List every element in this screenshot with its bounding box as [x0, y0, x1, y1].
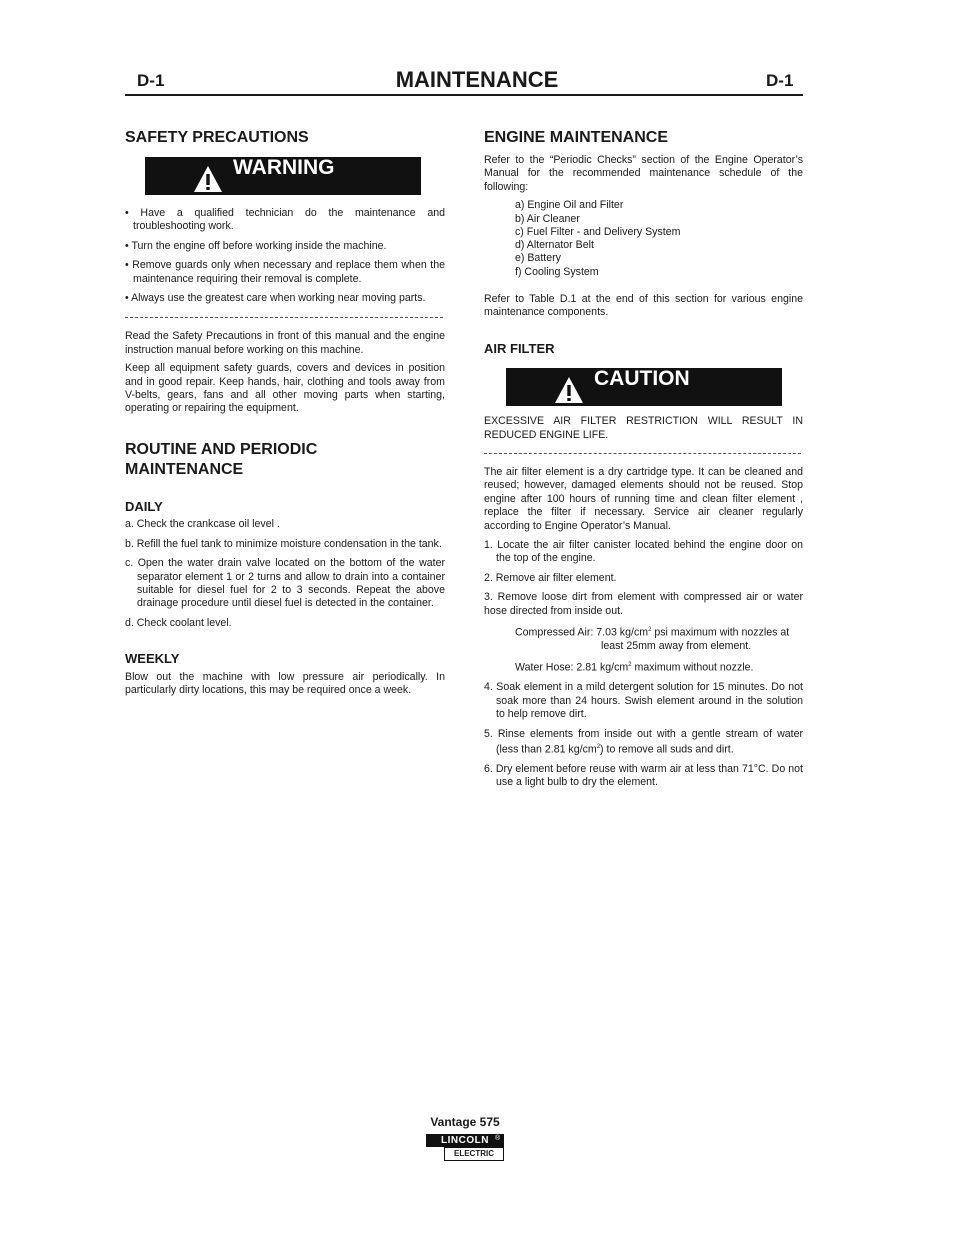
caution-text: EXCESSIVE AIR FILTER RESTRICTION WILL RESULT IN REDUCED ENGINE LIFE. [484, 415, 803, 441]
page-code-right: D-1 [766, 71, 794, 90]
logo-bottom-text: ELECTRIC [444, 1147, 504, 1161]
engine-reference: Refer to Table D.1 at the end of this section for various engine maintenance components. [484, 293, 803, 319]
lincoln-electric-logo [426, 1134, 504, 1160]
left-column [125, 128, 445, 697]
caution-banner [506, 368, 782, 406]
logo-registered-mark: ® [495, 1135, 501, 1142]
compressed-air-text: least 25mm away from element. [601, 640, 752, 653]
compressed-air-text: psi maximum with nozzles at [651, 626, 790, 639]
step-5-text: ) to remove all suds and dirt. [600, 743, 734, 756]
warning-bullet: • Have a qualified technician do the maintenance and troubleshooting work. [125, 207, 445, 233]
routine-heading-line-1: ROUTINE AND PERIODIC [125, 440, 318, 458]
air-filter-step [484, 728, 803, 757]
engine-item: b) Air Cleaner [515, 212, 580, 225]
daily-item: a. Check the crankcase oil level . [125, 518, 280, 531]
daily-item: d. Check coolant level. [125, 616, 232, 629]
warning-bullet: • Remove guards only when necessary and replace them when the maintenance requiring their removal is complete. [125, 259, 445, 285]
safety-heading: SAFETY PRECAUTIONS [125, 129, 309, 146]
engine-item: f) Cooling System [515, 265, 599, 278]
engine-intro: Refer to the “Periodic Checks” section of the Engine Operator’s Manual for the recommended maintenance schedule of the following: [484, 154, 803, 193]
page-title: MAINTENANCE [395, 67, 559, 92]
daily-heading: DAILY [125, 498, 163, 514]
engine-item: d) Alternator Belt [515, 239, 594, 252]
water-hose-spec [515, 659, 803, 675]
compressed-air-spec [515, 624, 803, 653]
page-code-left: D-1 [137, 71, 165, 90]
warning-list [125, 207, 445, 305]
air-filter-intro: The air filter element is a dry cartridge type. It can be cleaned and reused; however, damaged elements should not be reused. Stop engine after 100 hours of running time and clean filter element , replace the filter if necessary. Service air cleaner regularly according to Engine Operator’s Manual. [484, 466, 803, 532]
air-filter-step: 1. Locate the air filter canister located behind the engine door on the top of the engine. [484, 539, 803, 565]
right-column [484, 128, 803, 790]
superscript: 2 [628, 662, 632, 669]
water-hose-text: Water Hose: 2.81 kg/cm [515, 661, 629, 674]
engine-items-list [515, 199, 803, 279]
daily-item: c. Open the water drain valve located on the bottom of the water separator element 1 or 2 turns and allow to drain into a container suitable for diesel fuel for 2 to 3 seconds. Repeat the above drainage procedure until diesel fuel is detected in the container. [125, 557, 445, 610]
safety-paragraph: Keep all equipment safety guards, covers and devices in position and in good repair. Keep hands, hair, clothing and tools away from V-belts, gears, fans and all other moving parts when starting, operating or repairing the equipment. [125, 362, 445, 415]
air-filter-step: 3. Remove loose dirt from element with compressed air or water hose directed from inside out. [484, 591, 803, 617]
warning-label: WARNING [233, 156, 335, 179]
engine-heading: ENGINE MAINTENANCE [484, 129, 669, 146]
air-filter-step: 2. Remove air filter element. [484, 571, 617, 584]
step-5-text: 5. Rinse elements from inside out with a gentle stream of water (less than 2.81 kg/cm [484, 727, 803, 756]
logo-top-text: LINCOLN [426, 1134, 504, 1147]
air-filter-step: 6. Dry element before reuse with warm air at less than 71°C. Do not use a light bulb to dry the element. [484, 762, 803, 789]
superscript: 2 [596, 744, 601, 750]
dashed-divider [125, 317, 443, 318]
air-filter-step: 4. Soak element in a mild detergent solution for 15 minutes. Do not soak more than 24 hours. Swish element around in the solution to help remove dirt. [484, 681, 803, 721]
header-rule [125, 94, 803, 96]
weekly-text: Blow out the machine with low pressure air periodically. In particularly dirty locations, this may be required once a week. [125, 670, 445, 696]
warning-bullet: • Always use the greatest care when working near moving parts. [125, 292, 426, 305]
daily-item: b. Refill the fuel tank to minimize moisture condensation in the tank. [125, 537, 442, 550]
caution-label: CAUTION [594, 367, 690, 391]
superscript: 2 [648, 627, 652, 634]
engine-item: a) Engine Oil and Filter [515, 199, 624, 212]
air-filter-heading: AIR FILTER [484, 340, 555, 356]
warning-banner [145, 157, 421, 195]
daily-list [125, 518, 445, 630]
warning-icon [193, 165, 223, 193]
engine-item: e) Battery [515, 252, 561, 265]
safety-paragraph: Read the Safety Precautions in front of this manual and the engine instruction manual before working on this machine. [125, 330, 445, 356]
engine-item: c) Fuel Filter - and Delivery System [515, 225, 681, 238]
compressed-air-text: Compressed Air: 7.03 kg/cm [515, 626, 649, 639]
routine-heading-line-2: MAINTENANCE [125, 460, 244, 478]
warning-bullet: • Turn the engine off before working inside the machine. [125, 239, 387, 252]
warning-icon [554, 376, 584, 404]
dashed-divider [484, 453, 801, 454]
weekly-heading: WEEKLY [125, 651, 180, 667]
model-name: Vantage 575 [430, 1115, 500, 1129]
water-hose-text: maximum without nozzle. [631, 661, 754, 674]
